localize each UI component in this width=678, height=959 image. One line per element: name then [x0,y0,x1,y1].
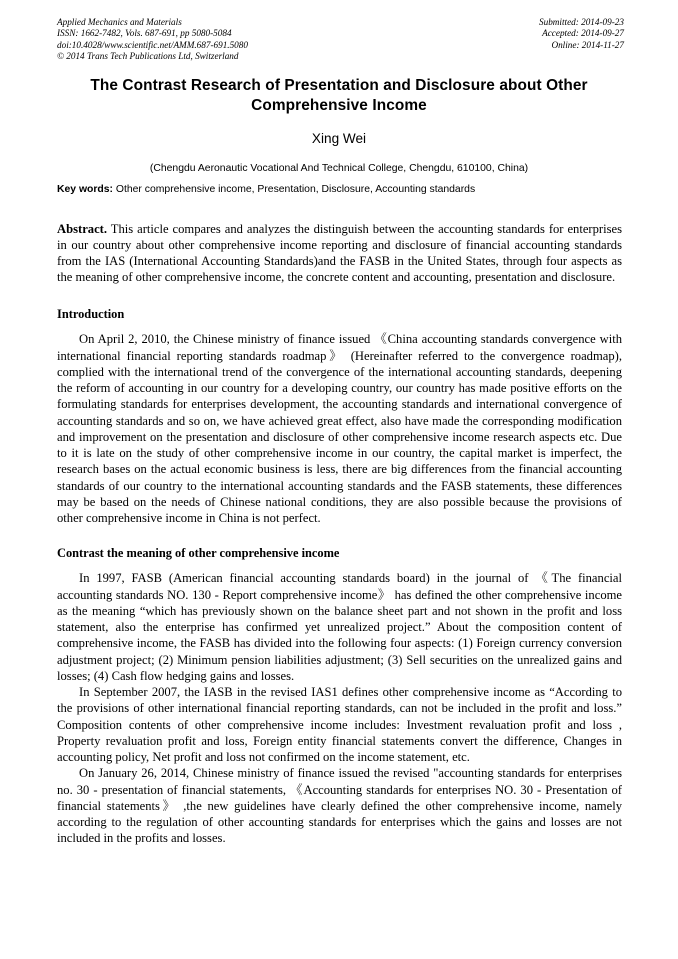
masthead-left [57,17,248,62]
copyright-line: © 2014 Trans Tech Publications Ltd, Switzerland [57,50,239,61]
abstract [57,221,622,285]
accepted-date: Accepted: 2014-09-27 [542,28,624,39]
paragraph-contrast-1: In 1997, FASB (American financial accounting standards board) in the journal of 《The financial accounting standards NO. 130 - Report comprehensive income》 has defined the other comprehensive income as the meaning “which has previously shown on the balance sheet part and not shown in the profit and loss statement, also the enterprise has confirmed yet unrealized project.” About the composition content of comprehensive income, the FASB has divided into the following four aspects: (1) Foreign currency conversion adjustment project; (2) Minimum pension liabilities adjustment; (3) Sell securities on the unrealized gains and losses; (4) Cash flow hedging gains and losses. [57,571,622,683]
paragraph-contrast-3: On January 26, 2014, Chinese ministry of finance issued the revised "accounting standards for enterprises no. 30 - presentation of financial statements, 《Accounting standards for enterprises NO. 30 - Presentation of financial statements》 ,the new guidelines have clearly defined the other comprehensive income, namely according to the regulation of other accounting standards for enterprises which the gains and losses are not included in the profits and losses. [57,766,622,846]
masthead [57,17,624,62]
issn-volume-pages: ISSN: 1662-7482, Vols. 687-691, pp 5080-5084 [57,28,232,39]
keywords-value: Other comprehensive income, Presentation, Disclosure, Accounting standards [115,184,476,195]
section-heading-introduction: Introduction [57,307,125,322]
abstract-label: Abstract. [57,222,108,236]
title-block [70,76,608,175]
author-affiliation: (Chengdu Aeronautic Vocational And Technical College, Chengdu, 610100, China) [149,163,529,174]
page-title: The Contrast Research of Presentation and Disclosure about Other Comprehensive Income [90,77,588,114]
author-name: Xing Wei [311,131,367,146]
submitted-date: Submitted: 2014-09-23 [539,17,624,27]
doi-line: doi:10.4028/www.scientific.net/AMM.687-691.5080 [57,39,248,50]
masthead-right [539,17,624,51]
body-column [57,183,622,847]
section-heading-contrast-meaning: Contrast the meaning of other comprehensive income [57,546,340,561]
paragraph-introduction-1: On April 2, 2010, the Chinese ministry of finance issued 《China accounting standards convergence with international financial reporting standards roadmap》 (Hereinafter referred to the convergence roadmap), complied with the international trend of the convergence of the international accounting standards, deepening the reform of accounting in our country for a developing country, our country has made positive efforts on the formulating standards for enterprises development, the accounting standards and international convergence of accounting standards and so on, we have achieved great effect, also have made the corresponding modification and improvement on the presentation and disclosure of other comprehensive income research aspects etc. Due to it is late on the study of other comprehensive income in our country, the capital market is imperfect, the research bases on the actual economic business is less, there are big differences from the financial accounting standards of our country to the international accounting standards and the FASB statements, these differences may be based on the needs of Chinese national conditions, they are also possible because the provisions of other comprehensive income in China is not perfect. [57,332,622,526]
abstract-text: This article compares and analyzes the distinguish between the accounting standards for enterprises in our country about other comprehensive income reporting and disclosure of financial accounting standards from the IAS (International Accounting Standards)and the FASB in the United States, through four aspects as the meaning of other comprehensive income, the concrete content and accounting, presentation and disclosure. [57,222,623,285]
keywords-label: Key words: [57,184,114,195]
journal-name: Applied Mechanics and Materials [57,17,182,27]
paragraph-contrast-2: In September 2007, the IASB in the revised IAS1 defines other comprehensive income as “According to the provisions of other international financial reporting standards, can not be included in the profit and loss.” Composition contents of other comprehensive income includes: Investment revaluation profit and loss , Property revaluation profit and loss, Foreign entity financial statements convert the difference, Changes in accounting policy, Net profit and loss not confirmed on the income statement, etc. [57,685,622,765]
online-date: Online: 2014-11-27 [551,39,624,50]
keywords-line [57,183,622,197]
